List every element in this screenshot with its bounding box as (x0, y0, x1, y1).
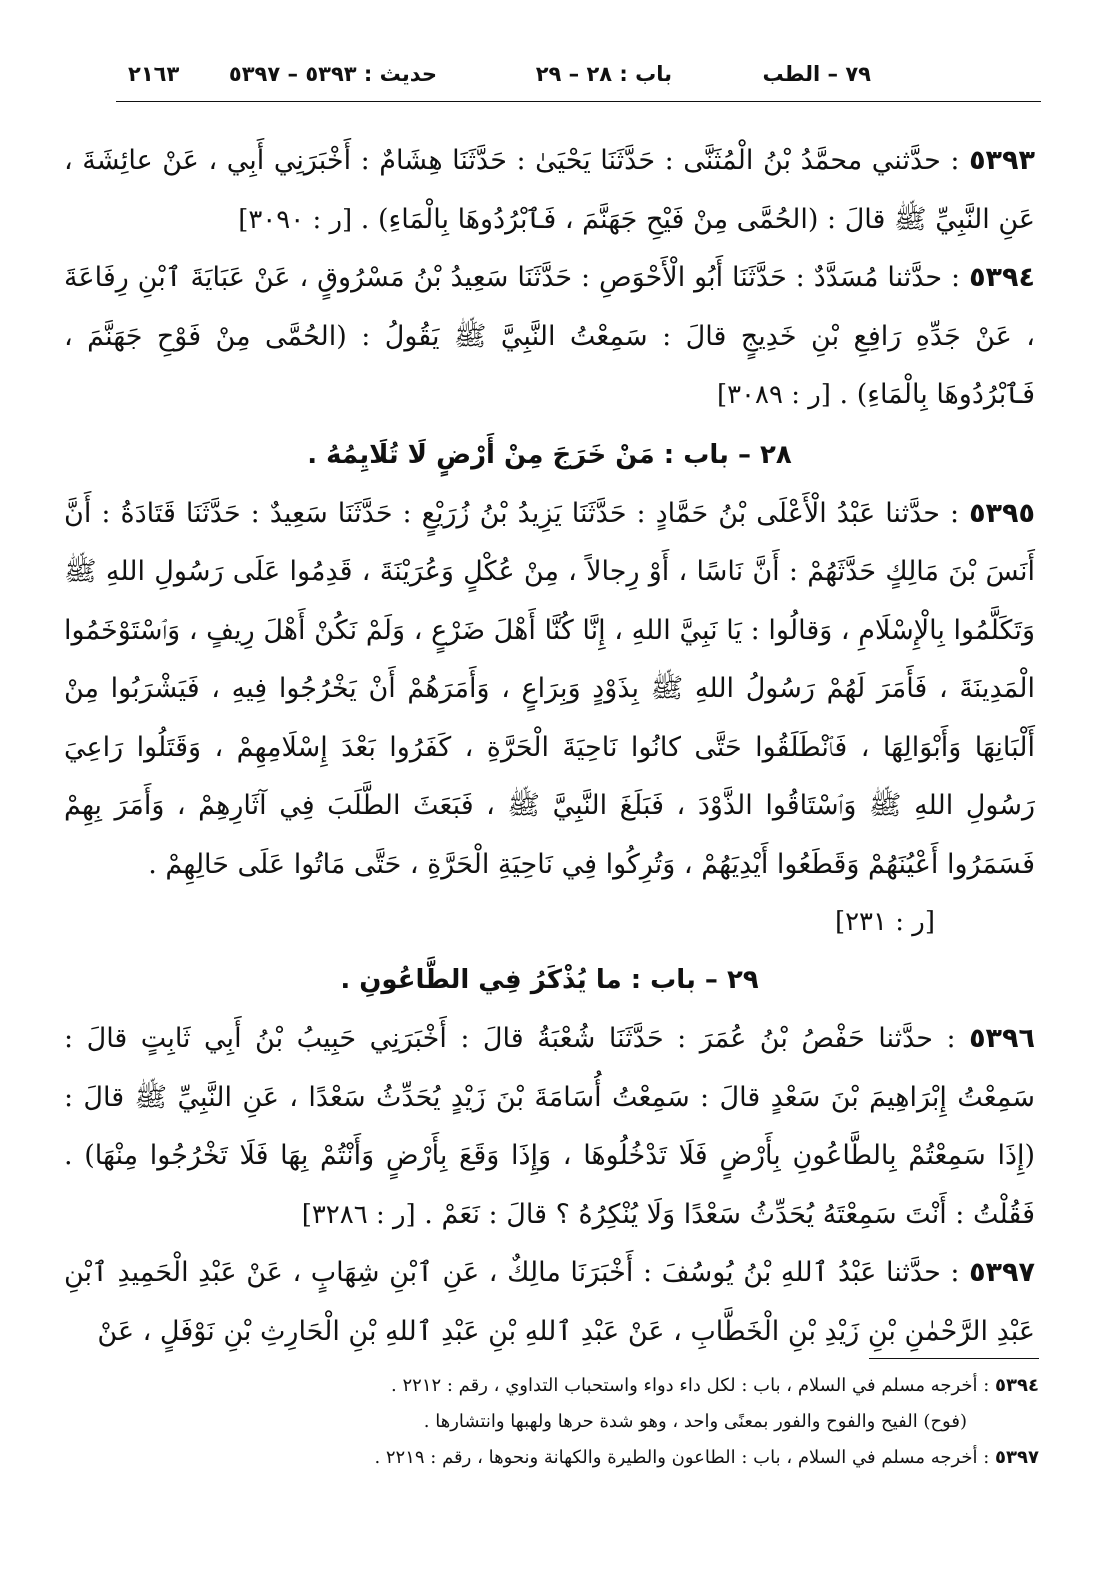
hadith-number: ٥٣٩٥ (969, 497, 1035, 529)
page-number: ٢١٦٣ (128, 62, 180, 86)
hadith-range: حديث : ٥٣٩٣ – ٥٣٩٧ (228, 62, 437, 86)
footnote-gloss (60, 1404, 1039, 1440)
bab-28-heading: ٢٨ – باب : مَنْ خَرَجَ مِنْ أَرْضٍ لَا تُلَايِمُهُ . (307, 439, 792, 470)
header-divider (116, 101, 1041, 102)
footnote-5394 (60, 1368, 1039, 1404)
running-header (70, 50, 1037, 96)
footnote-text: : أخرجه مسلم في السلام ، باب : لكل داء دواء واستحباب التداوي ، رقم : ٢٢١٢ . (391, 1375, 990, 1396)
bab-range: باب : ٢٨ – ٢٩ (535, 62, 672, 86)
cross-reference-line (64, 894, 1035, 950)
hadith-5394 (64, 249, 1035, 425)
main-text (64, 132, 1035, 1361)
footnote-number: ٥٣٩٧ (995, 1447, 1039, 1468)
footnote-divider (869, 1358, 1039, 1359)
hadith-5396 (64, 1010, 1035, 1244)
footnote-5397 (60, 1440, 1039, 1476)
hadith-text: : حدَّثني محمَّدُ بْنُ الْمُثَنَّى : حَدَّثَنَا يَحْيَىٰ : حَدَّثَنَا هِشَامٌ : أَخْبَرَنِي أَبِي ، عَنْ عائِشَةَ ، عَنِ النَّبِيِّ ﷺ قالَ : (الحُمَّى مِنْ فَيْحِ جَهَنَّمَ ، فَٱبْرُدُوهَا بِالْمَاءِ) . (64, 145, 1035, 235)
bab-29-heading: ٢٩ – باب : ما يُذْكَرُ فِي الطَّاعُونِ . (340, 965, 759, 995)
hadith-5397 (64, 1244, 1035, 1361)
cross-reference: [ر : ٢٣١] (834, 907, 935, 937)
hadith-text: : حدَّثنا حَفْصُ بْنُ عُمَرَ : حَدَّثَنَا شُعْبَةُ قالَ : أَخْبَرَنِي حَبِيبُ بْنُ أَبِي ثَابِتٍ قالَ : سَمِعْتُ إِبْرَاهِيمَ بْنَ سَعْدٍ قالَ : سَمِعْتُ أُسَامَةَ بْنَ زَيْدٍ يُحَدِّثُ سَعْدًا ، عَنِ النَّبِيِّ ﷺ قالَ : (إِذَا سَمِعْتُمْ بِالطَّاعُونِ بِأَرْضٍ فَلَا تَدْخُلُوهَا ، وَإِذَا وَقَعَ بِأَرْضٍ وَأَنْتُمْ بِهَا فَلَا تَخْرُجُوا مِنْهَا) . فَقُلْتُ : أَنْتَ سَمِعْتَهُ يُحَدِّثُ سَعْدًا وَلَا يُنْكِرُهُ ؟ قالَ : نَعَمْ . (64, 1023, 1035, 1230)
hadith-5393 (64, 132, 1035, 249)
hadith-5395 (64, 485, 1035, 895)
footnote-text: (فوح) الفيح والفوح والفور بمعنًى واحد ، وهو شدة حرها ولهبها وانتشارها . (423, 1411, 967, 1432)
footnote-number: ٥٣٩٤ (995, 1375, 1039, 1396)
cross-reference: [ر : ٣٠٩٠] (238, 204, 353, 235)
hadith-number: ٥٣٩٦ (969, 1023, 1035, 1054)
chapter-title: ٧٩ – الطب (762, 62, 871, 86)
hadith-text: : حدَّثنا عَبْدُ الْأَعْلَى بْنُ حَمَّادٍ : حَدَّثَنَا يَزِيدُ بْنُ زُرَيْعٍ : حَدَّثَنَا سَعِيدٌ : حَدَّثَنَا قَتَادَةُ : أَنَّ أَنَسَ بْنَ مَالِكٍ حَدَّثَهُمْ : أَنَّ نَاسًا ، أَوْ رِجالاً ، مِنْ عُكْلٍ وَعُرَيْنَةَ ، قَدِمُوا عَلَى رَسُولِ اللهِ ﷺ وَتَكَلَّمُوا بِالْإِسْلَامِ ، وَقالُوا : يَا نَبِيَّ اللهِ ، إِنَّا كُنَّا أَهْلَ ضَرْعٍ ، وَلَمْ نَكُنْ أَهْلَ رِيفٍ ، وَٱسْتَوْخَمُوا الْمَدِينَةَ ، فَأَمَرَ لَهُمْ رَسُولُ اللهِ ﷺ بِذَوْدٍ وَبِرَاعٍ ، وَأَمَرَهُمْ أَنْ يَخْرُجُوا فِيهِ ، فَيَشْرَبُوا مِنْ أَلْبَانِهَا وَأَبْوَالِهَا ، فَٱنْطَلَقُوا حَتَّى كانُوا نَاحِيَةَ الْحَرَّةِ ، كَفَرُوا بَعْدَ إِسْلَامِهِمْ ، وَقَتَلُوا رَاعِيَ رَسُولِ اللهِ ﷺ وَٱسْتَاقُوا الذَّوْدَ ، فَبَلَغَ النَّبِيَّ ﷺ ، فَبَعَثَ الطَّلَبَ فِي آثَارِهِمْ ، وَأَمَرَ بِهِمْ فَسَمَرُوا أَعْيُنَهُمْ وَقَطَعُوا أَيْدِيَهُمْ ، وَتُرِكُوا فِي نَاحِيَةِ الْحَرَّةِ ، حَتَّى مَاتُوا عَلَى حَالِهِمْ . (64, 497, 1035, 880)
cross-reference: [ر : ٣٠٨٩] (716, 380, 831, 410)
cross-reference: [ر : ٣٢٨٦] (301, 1199, 416, 1230)
hadith-number: ٥٣٩٤ (969, 262, 1035, 293)
footnote-text: : أخرجه مسلم في السلام ، باب : الطاعون والطيرة والكهانة ونحوها ، رقم : ٢٢١٩ . (374, 1447, 990, 1468)
hadith-text: : حدَّثنا مُسَدَّدٌ : حَدَّثَنَا أَبُو الْأَحْوَصِ : حَدَّثَنَا سَعِيدُ بْنُ مَسْرُوقٍ ، عَنْ عَبَايَةَ ٱبْنِ رِفَاعَةَ ، عَنْ جَدِّهِ رَافِعِ بْنِ خَدِيجٍ قالَ : سَمِعْتُ النَّبِيَّ ﷺ يَقُولُ : (الحُمَّى مِنْ فَوْحِ جَهَنَّمَ ، فَٱبْرُدُوهَا بِالْمَاءِ) . (64, 262, 1035, 410)
hadith-number: ٥٣٩٣ (969, 145, 1035, 176)
footnotes (60, 1368, 1039, 1476)
hadith-text: : حدَّثنا عَبْدُ ٱللهِ بْنُ يُوسُفَ : أَخْبَرَنَا مالِكٌ ، عَنِ ٱبْنِ شِهَابٍ ، عَنْ عَبْدِ الْحَمِيدِ ٱبْنِ عَبْدِ الرَّحْمٰنِ بْنِ زَيْدِ بْنِ الْخَطَّابِ ، عَنْ عَبْدِ ٱللهِ بْنِ عَبْدِ ٱللهِ بْنِ الْحَارِثِ بْنِ نَوْفَلٍ ، عَنْ (64, 1257, 1035, 1347)
hadith-number: ٥٣٩٧ (969, 1257, 1035, 1288)
